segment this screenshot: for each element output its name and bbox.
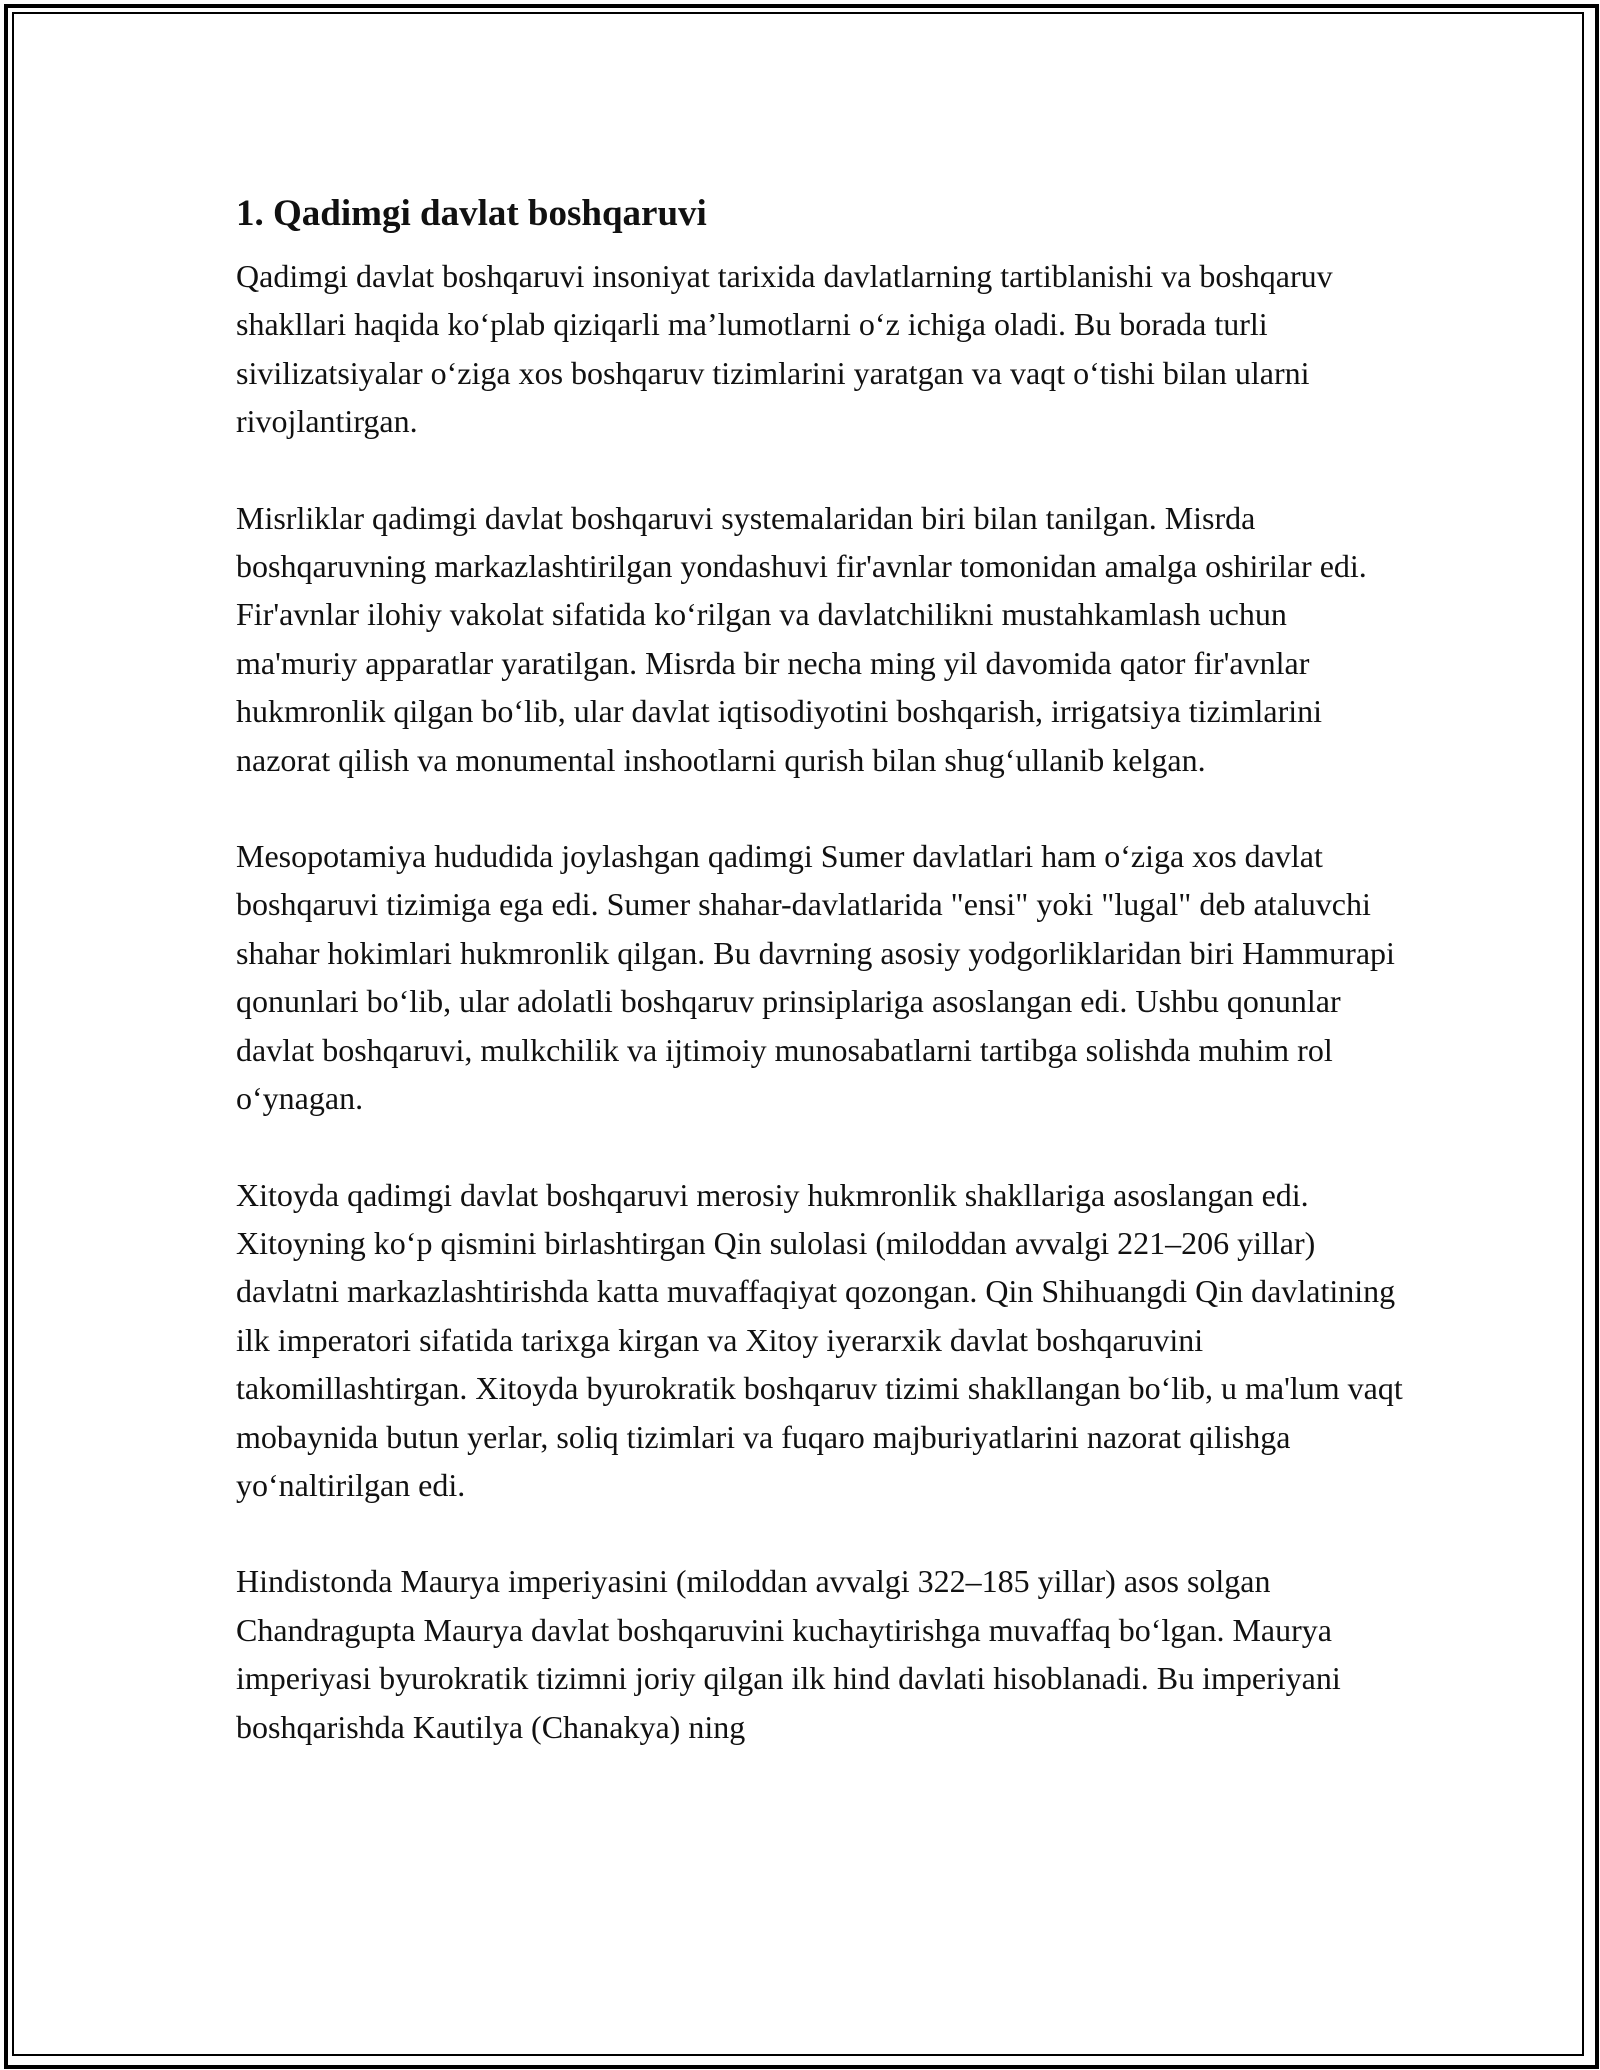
paragraph-india: Hindistonda Maurya imperiyasini (miloddan avvalgi 322–185 yillar) asos solgan Chandragupta Maurya davlat boshqaruvini kuchaytirishga muvaffaq bo‘lgan. Maurya imperiyasi byurokratik tizimni joriy qilgan ilk hind davlati hisoblanadi. Bu imperiyani boshqarishda Kautilya (Chanakya) ning	[236, 1563, 1341, 1745]
paragraph-mesopotamia: Mesopotamiya hududida joylashgan qadimgi Sumer davlatlari ham o‘ziga xos davlat boshqaruvi tizimiga ega edi. Sumer shahar-davlatlarida "ensi" yoki "lugal" deb ataluvchi shahar hokimlari hukmronlik qilgan. Bu davrning asosiy yodgorliklaridan biri Hammurapi qonunlari bo‘lib, ular adolatli boshqaruv prinsiplariga asoslangan edi. Ushbu qonunlar davlat boshqaruvi, mulkchilik va ijtimoiy munosabatlarni tartibga solishda muhim rol o‘ynagan.	[236, 838, 1395, 1117]
paragraph-intro: Qadimgi davlat boshqaruvi insoniyat tarixida davlatlarning tartiblanishi va boshqaruv shakllari haqida ko‘plab qiziqarli ma’lumotlarni o‘z ichiga oladi. Bu borada turli sivilizatsiyalar o‘ziga xos boshqaruv tizimlarini yaratgan va vaqt o‘tishi bilan ularni rivojlantirgan.	[236, 258, 1333, 440]
paragraph-china: Xitoyda qadimgi davlat boshqaruvi merosiy hukmronlik shakllariga asoslangan edi. Xitoyning ko‘p qismini birlashtirgan Qin sulolasi (miloddan avvalgi 221–206 yillar) davlatni markazlashtirishda katta muvaffaqiyat qozongan. Qin Shihuangdi Qin davlatining ilk imperatori sifatida tarixga kirgan va Xitoy iyerarxik davlat boshqaruvini takomillashtirgan. Xitoyda byurokratik boshqaruv tizimi shakllangan bo‘lib, u ma'lum vaqt mobaynida butun yerlar, soliq tizimlari va fuqaro majburiyatlarini nazorat qilishga yo‘naltirilgan edi.	[236, 1176, 1403, 1503]
section-heading: 1. Qadimgi davlat boshqaruvi	[236, 193, 707, 234]
paragraph-egypt: Misrliklar qadimgi davlat boshqaruvi systemalaridan biri bilan tanilgan. Misrda boshqaruvning markazlashtirilgan yondashuvi fir'avnlar tomonidan amalga oshirilar edi. Fir'avnlar ilohiy vakolat sifatida ko‘rilgan va davlatchilikni mustahkamlash uchun ma'muriy apparatlar yaratilgan. Misrda bir necha ming yil davomida qator fir'avnlar hukmronlik qilgan bo‘lib, ular davlat iqtisodiyotini boshqarish, irrigatsiya tizimlarini nazorat qilish va monumental inshootlarni qurish bilan shug‘ullanib kelgan.	[236, 499, 1367, 778]
document-body	[236, 186, 1416, 1799]
